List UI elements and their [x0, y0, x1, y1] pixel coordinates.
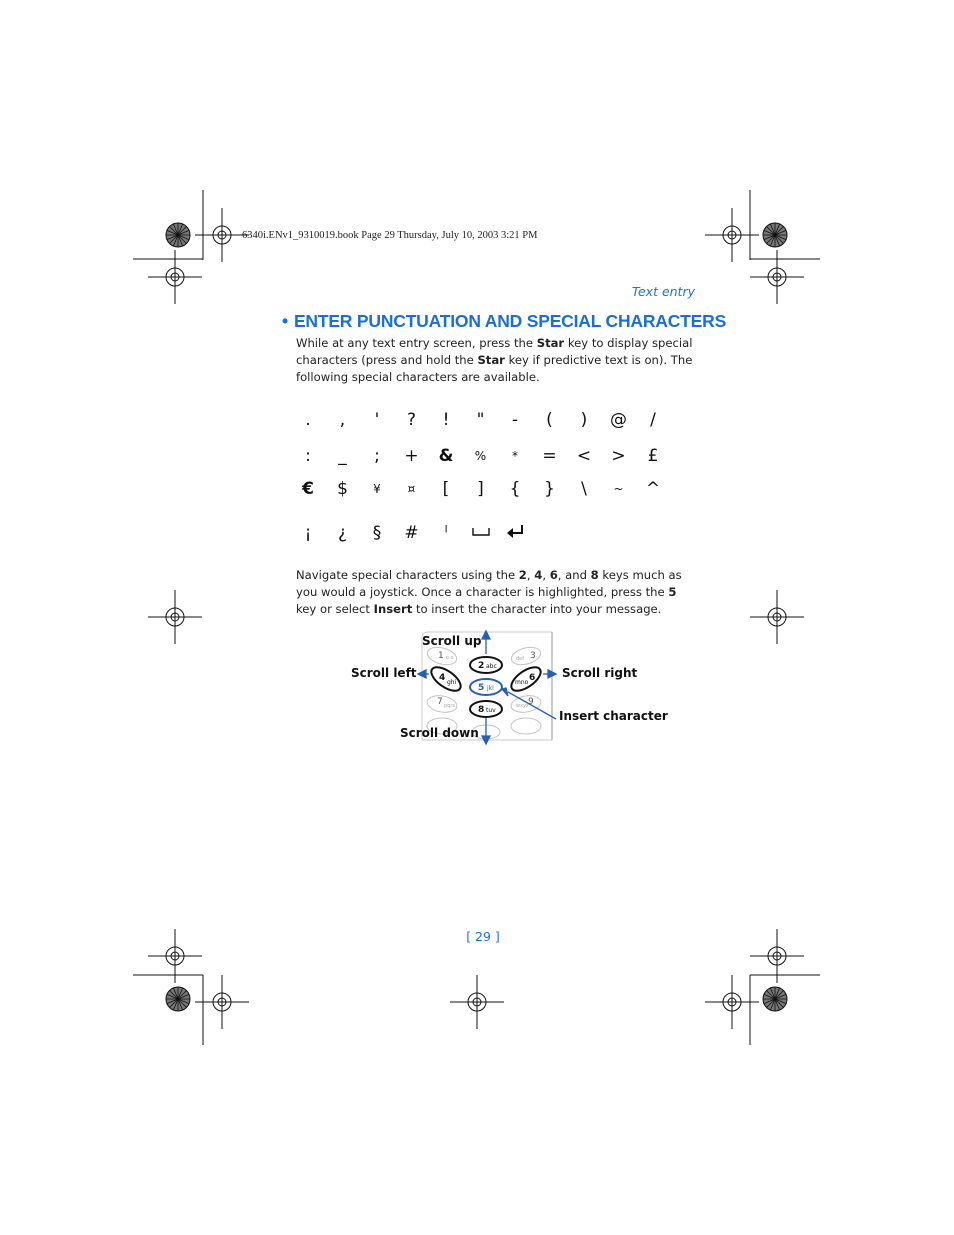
special-char: €: [302, 479, 314, 499]
key-9-digit: 9: [528, 697, 534, 707]
intro-text-3: key if predictive text is on). The following special characters are available.: [296, 353, 693, 384]
key-6-letters: mno: [515, 679, 529, 686]
special-char: +: [404, 446, 419, 466]
keypad-illustration: [340, 628, 670, 748]
special-char: [: [442, 479, 450, 499]
enter-icon: [497, 523, 533, 544]
intro-paragraph: [296, 335, 698, 386]
key-2-digit: 2: [478, 661, 485, 671]
key-8-digit: 8: [478, 705, 485, 715]
special-char: -: [511, 410, 519, 430]
special-char: !: [442, 410, 450, 430]
space-icon: [463, 523, 499, 543]
key-6-digit: 6: [529, 673, 536, 683]
nav-sep-3: , and: [557, 568, 591, 582]
special-char: *: [512, 449, 518, 463]
key-5-letters: jkl: [487, 685, 494, 692]
nav-key-6: 6: [549, 568, 558, 582]
nav-sep-1: ,: [526, 568, 535, 582]
special-char: §: [372, 523, 382, 543]
key-4-letters: ghi: [447, 679, 457, 686]
key-7-digit: 7: [437, 697, 443, 707]
special-char: #: [404, 523, 419, 543]
key-8-letters: tuv: [486, 707, 496, 714]
special-char: ¡: [304, 523, 312, 543]
key-1-digit: 1: [438, 651, 444, 661]
intro-text-2: key to display special characters (press and hold the: [296, 336, 693, 367]
special-char: \: [581, 479, 587, 499]
navigate-paragraph: [296, 567, 698, 618]
special-char: ~: [613, 482, 624, 496]
special-char: _: [338, 446, 347, 466]
scroll-up-label: Scroll up: [422, 634, 482, 648]
nav-key-8: 8: [590, 568, 599, 582]
special-char: %: [474, 449, 487, 463]
nav-sep-2: ,: [542, 568, 550, 582]
nav-insert: Insert: [373, 602, 413, 616]
special-char: ?: [406, 410, 417, 430]
nav-text-4: to insert the character into your message.: [412, 602, 662, 616]
special-char: >: [611, 446, 626, 466]
key-5-digit: 5: [478, 683, 485, 693]
special-char: }: [544, 479, 555, 499]
page-number: [ 29 ]: [466, 929, 500, 944]
section-title: [282, 311, 726, 332]
key-9-letters: wxyz: [516, 703, 529, 709]
intro-text-1: While at any text entry screen, press the: [296, 336, 537, 350]
special-char: :: [305, 446, 311, 466]
special-char: ,: [339, 410, 346, 430]
key-7-letters: pqrs: [444, 703, 456, 709]
intro-star-2: Star: [477, 353, 505, 367]
nav-text-1: Navigate special characters using the: [296, 568, 519, 582]
special-char: ^: [645, 479, 661, 499]
running-head: Text entry: [631, 284, 695, 299]
key-1-letters: o.o: [446, 655, 454, 661]
scroll-left-label: Scroll left: [351, 666, 417, 680]
nav-key-2: 2: [518, 568, 527, 582]
title-text: ENTER PUNCTUATION AND SPECIAL CHARACTERS: [293, 311, 727, 331]
special-char: &: [438, 446, 454, 466]
special-char: ]: [477, 479, 484, 499]
special-char: .: [305, 410, 311, 430]
scroll-right-label: Scroll right: [562, 666, 638, 680]
special-char: ˡ: [444, 523, 448, 543]
special-char: (: [546, 410, 553, 430]
print-info-line: 6340i.ENv1_9310019.book Page 29 Thursday, July 10, 2003 3:21 PM: [242, 230, 538, 241]
special-char: ¤: [407, 482, 416, 496]
insert-character-label: Insert character: [559, 709, 668, 723]
special-char: <: [576, 446, 592, 466]
key-4-digit: 4: [439, 673, 446, 683]
key-3-digit: 3: [530, 651, 536, 661]
nav-text-2: keys much as you would a joystick. Once a character is highlighted, press the: [296, 568, 682, 599]
nav-key-4: 4: [534, 568, 543, 582]
special-char: @: [610, 410, 627, 430]
special-char: ;: [374, 446, 380, 466]
special-char: {: [509, 479, 521, 499]
special-char: /: [650, 410, 656, 430]
key-3-letters: def: [516, 656, 525, 662]
intro-star-1: Star: [536, 336, 565, 350]
special-char: ¥: [373, 482, 381, 496]
special-characters-grid: [290, 400, 680, 550]
special-char: £: [647, 446, 659, 466]
special-char: ': [374, 410, 380, 430]
keypad-figure: [340, 628, 670, 748]
special-char: ¿: [337, 523, 348, 543]
special-char: ": [476, 410, 485, 430]
scroll-down-label: Scroll down: [400, 726, 479, 740]
special-char: ): [580, 410, 588, 430]
special-char: $: [337, 479, 348, 499]
nav-text-3: key or select: [296, 602, 374, 616]
key-2-letters: abc: [486, 663, 497, 670]
special-char: =: [542, 446, 557, 466]
title-bullet: •: [282, 311, 288, 331]
nav-key-5: 5: [668, 585, 677, 599]
